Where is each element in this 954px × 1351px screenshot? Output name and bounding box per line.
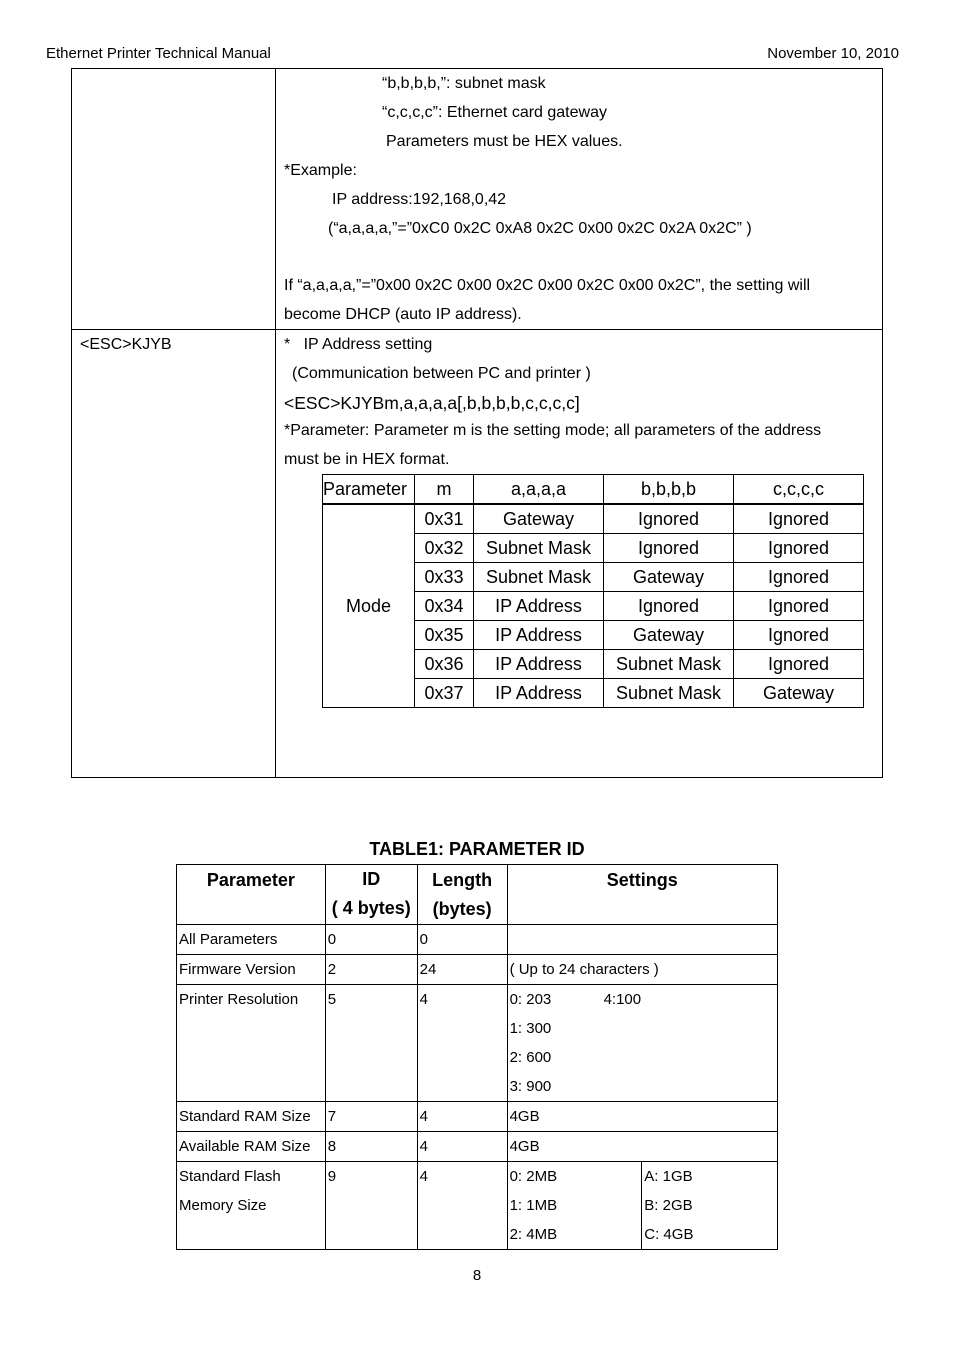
param-settings: 4GB — [507, 1102, 777, 1132]
param-name: Standard RAM Size — [177, 1102, 326, 1132]
mode-cell: Ignored — [734, 650, 864, 679]
param-name: Available RAM Size — [177, 1132, 326, 1162]
param-id: 8 — [325, 1132, 417, 1162]
mode-header-m: m — [415, 475, 474, 505]
mode-cell: IP Address — [474, 621, 604, 650]
param-settings — [507, 985, 777, 1102]
mode-cell: Subnet Mask — [474, 534, 604, 563]
mode-cell: Gateway — [474, 504, 604, 534]
parameter-note-line-1: *Parameter: Parameter m is the setting mode; all parameters of the address — [284, 422, 822, 439]
mode-cell: IP Address — [474, 592, 604, 621]
example-ip-address: IP address:192,168,0,42 — [332, 191, 507, 208]
mode-cell: 0x33 — [415, 563, 474, 592]
param-settings-right: A: 1GB B: 2GB C: 4GB — [642, 1162, 778, 1250]
param-settings — [507, 925, 777, 955]
setting-line: 3: 900 — [509, 1078, 552, 1095]
mode-cell: 0x32 — [415, 534, 474, 563]
param-length: 4 — [417, 1162, 507, 1250]
param-name: Printer Resolution — [177, 985, 326, 1102]
hex-note-line: Parameters must be HEX values. — [386, 133, 623, 150]
param-id: 0 — [325, 925, 417, 955]
param-settings-left: 0: 2MB 1: 1MB 2: 4MB — [507, 1162, 642, 1250]
page-number: 8 — [472, 1267, 482, 1284]
mode-cell: Ignored — [604, 534, 734, 563]
mode-header-a: a,a,a,a — [474, 475, 604, 505]
table-row — [177, 1162, 778, 1250]
dhcp-note-line-1: If “a,a,a,a,”=”0x00 0x2C 0x00 0x2C 0x00 0x2C 0x00 0x2C”, the setting will — [284, 277, 811, 294]
mode-cell: Ignored — [734, 504, 864, 534]
example-heading: *Example: — [284, 162, 357, 179]
param-name: Firmware Version — [177, 955, 326, 985]
mode-cell: Subnet Mask — [474, 563, 604, 592]
parameter-id-table — [176, 864, 778, 1250]
param-settings: ( Up to 24 characters ) — [507, 955, 777, 985]
param-length: 4 — [417, 1102, 507, 1132]
command-syntax: <ESC>KJYBm,a,a,a,a[,b,b,b,b,c,c,c,c] — [284, 393, 580, 413]
table-row — [177, 1132, 778, 1162]
header-length: Length (bytes) — [417, 865, 507, 925]
mode-cell: 0x35 — [415, 621, 474, 650]
mode-table — [322, 474, 864, 708]
setting-line: 0: 203 — [509, 991, 552, 1008]
param-id: 5 — [325, 985, 417, 1102]
dhcp-note-line-2: become DHCP (auto IP address). — [284, 306, 522, 323]
mode-cell: 0x37 — [415, 679, 474, 708]
param-length: 4 — [417, 985, 507, 1102]
subnet-mask-line: “b,b,b,b,”: subnet mask — [382, 75, 546, 92]
command-table-divider — [275, 68, 276, 778]
param-id: 2 — [325, 955, 417, 985]
setting-line: 4:100 — [603, 991, 642, 1008]
param-name: Standard Flash Memory Size — [177, 1162, 326, 1250]
setting-line: 2: 600 — [509, 1049, 552, 1066]
mode-cell: 0x31 — [415, 504, 474, 534]
command-table-row-divider — [71, 329, 883, 330]
gateway-line: “c,c,c,c”: Ethernet card gateway — [382, 104, 607, 121]
table-row — [323, 504, 864, 534]
mode-cell: Ignored — [734, 563, 864, 592]
mode-cell: IP Address — [474, 650, 604, 679]
mode-cell: Ignored — [734, 621, 864, 650]
param-id: 9 — [325, 1162, 417, 1250]
param-length: 4 — [417, 1132, 507, 1162]
example-hex-value: (“a,a,a,a,”=”0xC0 0x2C 0xA8 0x2C 0x00 0x2C 0x2A 0x2C” ) — [328, 220, 752, 237]
mode-cell: Gateway — [604, 621, 734, 650]
param-name: All Parameters — [177, 925, 326, 955]
mode-row-label: Mode — [323, 504, 415, 708]
document-header-title: Ethernet Printer Technical Manual — [46, 45, 271, 62]
param-length: 24 — [417, 955, 507, 985]
header-settings: Settings — [507, 865, 777, 925]
mode-cell: Gateway — [734, 679, 864, 708]
table-row — [177, 925, 778, 955]
mode-cell: Ignored — [604, 592, 734, 621]
mode-cell: 0x34 — [415, 592, 474, 621]
header-parameter: Parameter — [177, 865, 326, 925]
table-title: TABLE1: PARAMETER ID — [369, 839, 585, 859]
setting-line: 1: 300 — [509, 1020, 552, 1037]
param-id: 7 — [325, 1102, 417, 1132]
table-row — [177, 955, 778, 985]
mode-cell: Subnet Mask — [604, 650, 734, 679]
parameter-note-line-2: must be in HEX format. — [284, 451, 450, 468]
mode-header-b: b,b,b,b — [604, 475, 734, 505]
mode-header-c: c,c,c,c — [734, 475, 864, 505]
document-header-date: November 10, 2010 — [767, 45, 899, 62]
param-settings: 4GB — [507, 1132, 777, 1162]
table-row — [177, 985, 778, 1102]
mode-header-parameter: Parameter — [323, 475, 415, 505]
param-table-header — [177, 865, 778, 925]
mode-cell: Ignored — [734, 534, 864, 563]
mode-cell: Subnet Mask — [604, 679, 734, 708]
communication-note: (Communication between PC and printer ) — [292, 365, 591, 382]
ip-setting-heading: * IP Address setting — [284, 336, 433, 353]
mode-cell: Gateway — [604, 563, 734, 592]
mode-cell: Ignored — [604, 504, 734, 534]
header-id: ID ( 4 bytes) — [325, 865, 417, 925]
mode-cell: IP Address — [474, 679, 604, 708]
param-length: 0 — [417, 925, 507, 955]
mode-table-header — [323, 475, 864, 505]
command-name: <ESC>KJYB — [80, 336, 172, 353]
mode-cell: 0x36 — [415, 650, 474, 679]
mode-cell: Ignored — [734, 592, 864, 621]
table-row — [177, 1102, 778, 1132]
